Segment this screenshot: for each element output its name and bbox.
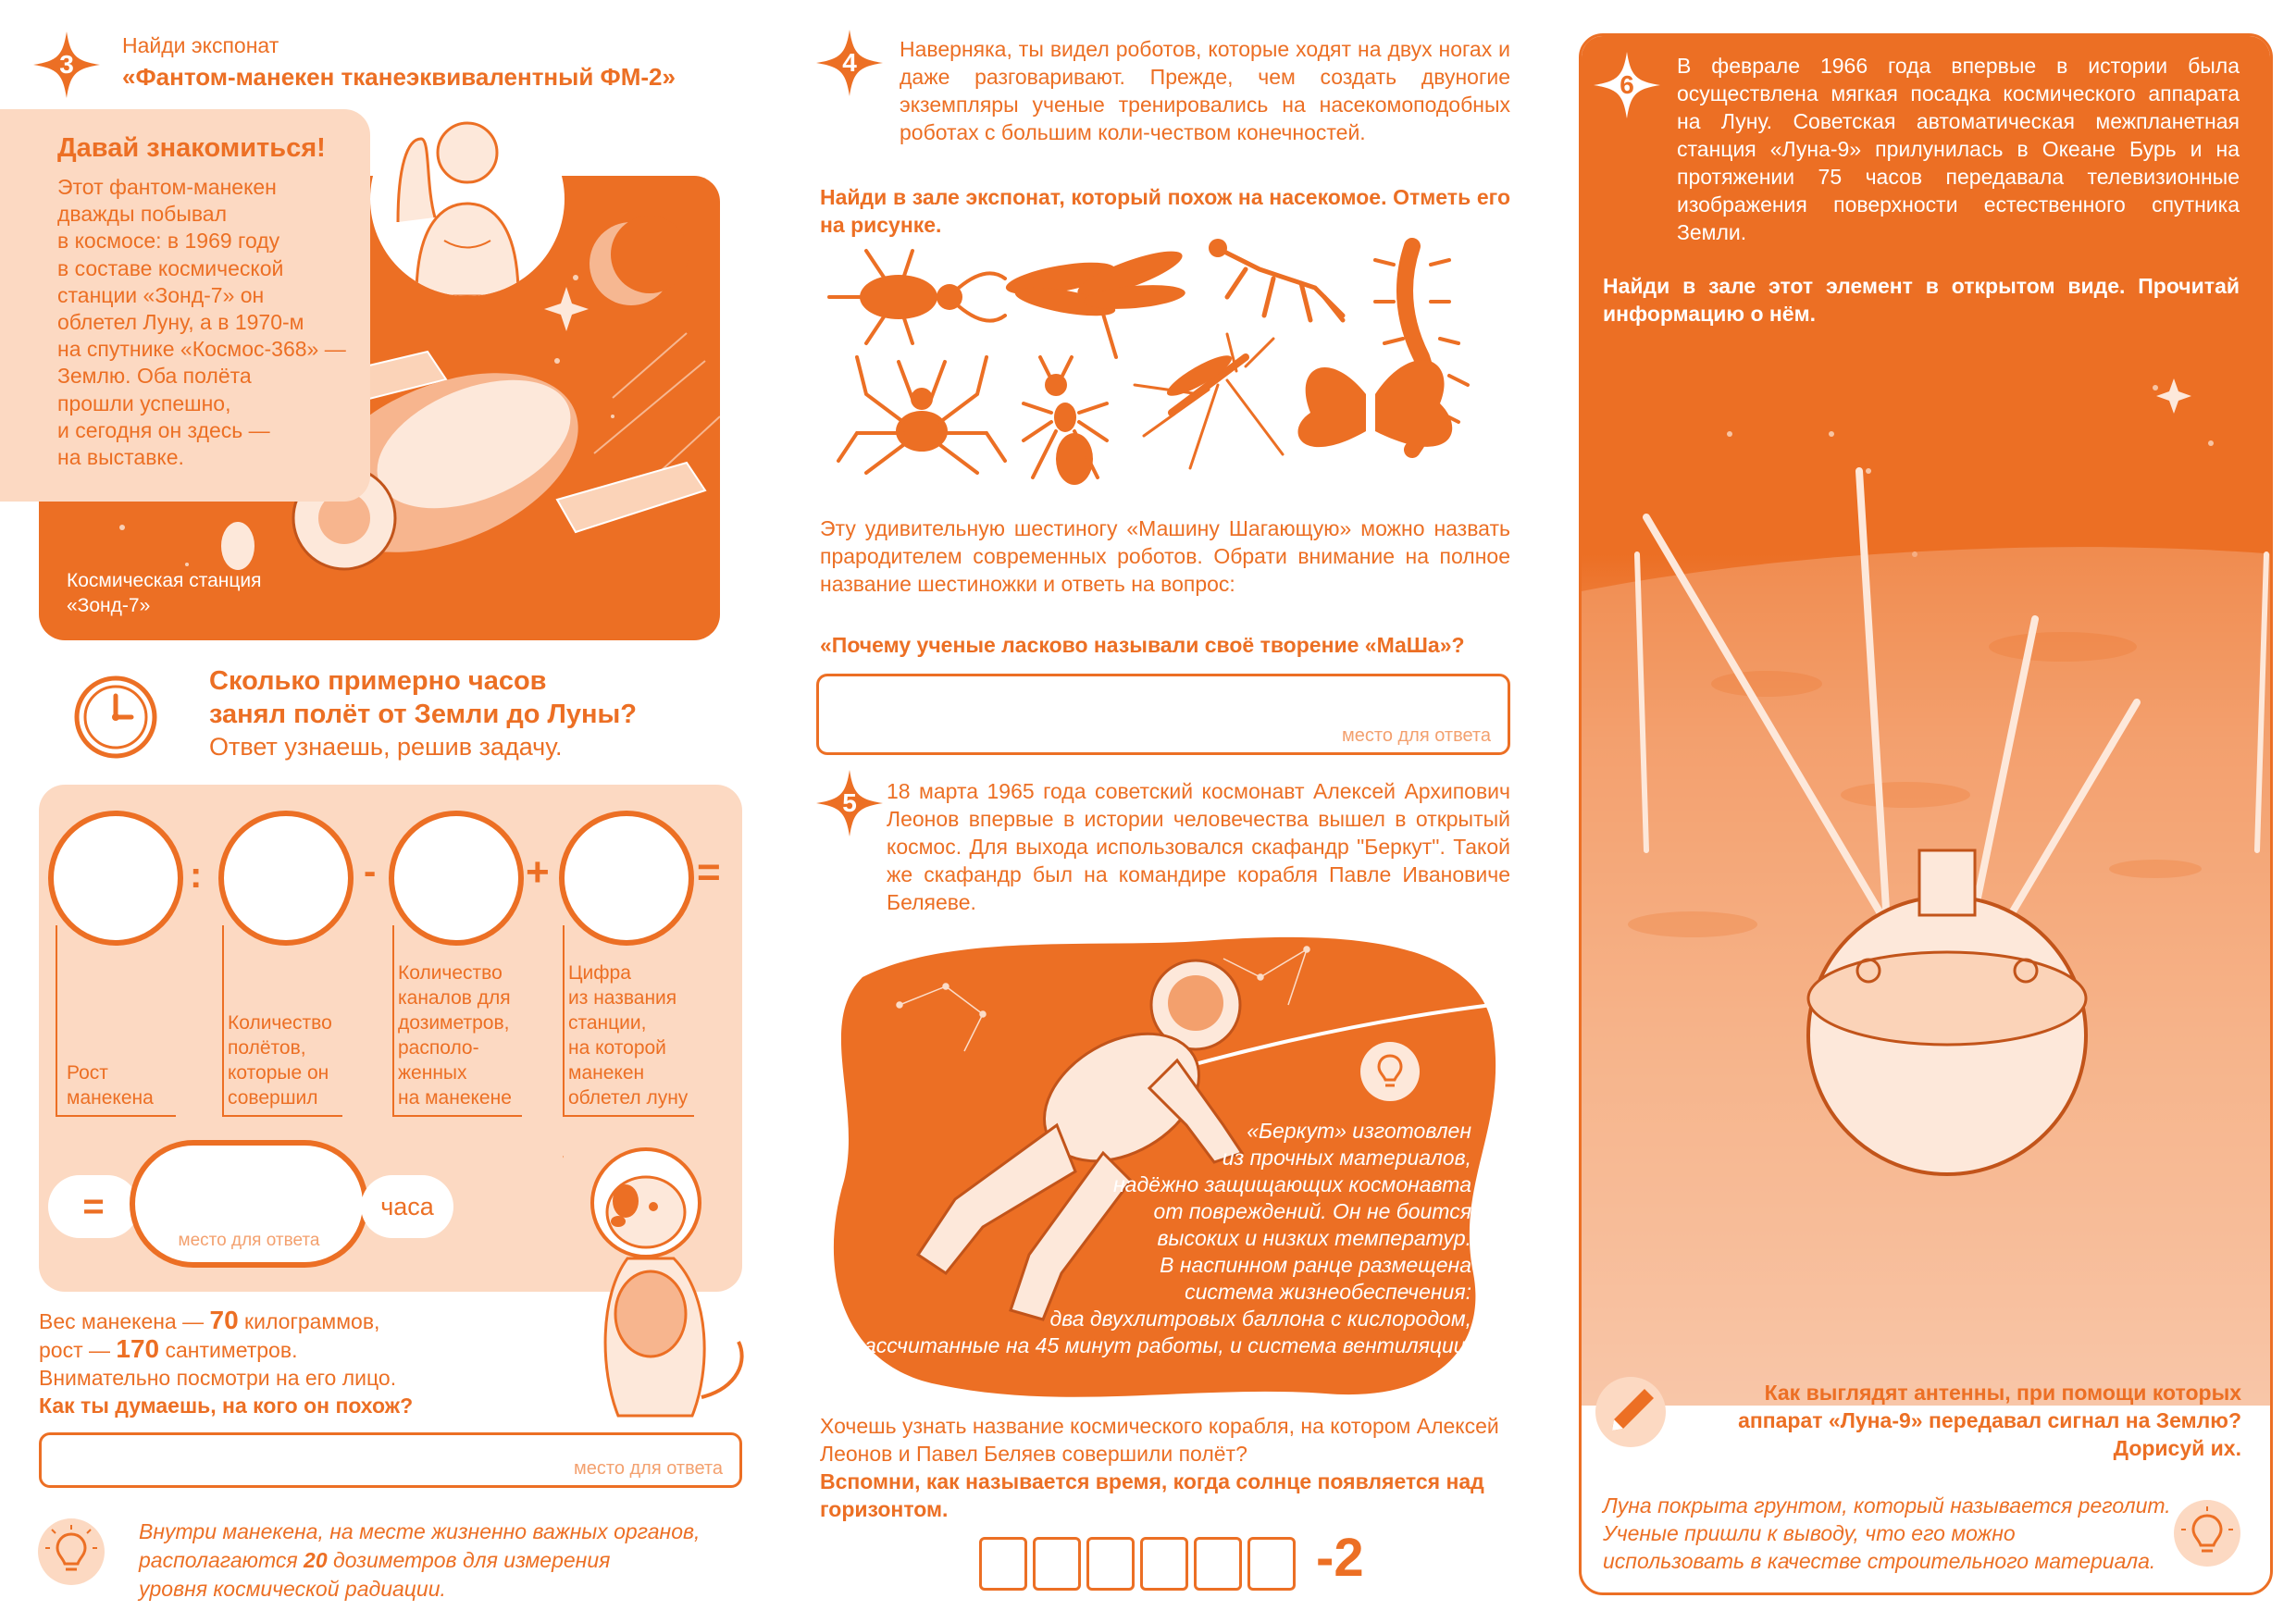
letter-cell-4[interactable] [1140,1537,1188,1591]
station-caption: Космическая станция «Зонд-7» [67,570,262,616]
label-height: Рост манекена [67,1062,154,1109]
letter-cell-3[interactable] [1086,1537,1135,1591]
intro-text: Этот фантом-манекен дважды побывал в космосе: в 1969 году в составе космической станции «Зонд-7» он облетел Луну, а в 1970-м на спутнике «Космос-368» — Землю. Оба полёта прошли успешно, и сегодня он здесь — на выставке. [57,175,346,470]
op-plus: + [526,849,550,895]
insect-icon[interactable] [811,228,1514,487]
section-3-badge: 3 [33,31,100,98]
tip-text: Внутри манекена, на месте жизненно важных органов, располагаются 20 дозиметров для измерения уровня космической радиации. [139,1519,701,1601]
result-answer-field[interactable] [130,1140,368,1268]
section-5-badge: 5 [816,770,883,836]
masha-answer-field[interactable]: место для ответа [816,674,1510,755]
op-divide: : [190,855,203,896]
find-label: Найди экспонат [122,33,279,57]
lightbulb-icon [2173,1499,2241,1572]
s5-intro: 18 марта 1965 года советский космонавт Алексей Архипович Леонов впервые в истории человечества вышел в открытый космос. Для выхода использовался скафандр "Беркут". Такой же скафандр был на командире корабля Павле Ивановиче Беляеве. [887,779,1510,914]
circle-digit[interactable] [559,811,694,946]
mannequin-illustration [370,102,565,296]
circle-channels[interactable] [389,811,524,946]
question-title: Сколько примерно часов занял полёт от Земли до Луны? [209,666,637,729]
dog-illustration [563,1129,757,1443]
letter-cell-5[interactable] [1194,1537,1242,1591]
s6-task: Найди в зале этот элемент в открытом виде. Прочитай информацию о нём. [1603,274,2240,326]
pencil-icon [1594,1375,1668,1454]
label-digit: Цифра из названия станции, на которой манекен облетел луну [568,962,689,1109]
s5-question: Хочешь узнать название космического корабля, на котором Алексей Леонов и Павел Беляев совершили полёт? [820,1414,1499,1466]
op-equals: = [697,849,721,895]
s6-intro: В феврале 1966 года впервые в истории была осуществлена мягкая посадка космического аппарата на Луну. Советская автоматическая межпланетная станция «Луна-9» прилунилась в Океане Бурь и на протяжении 75 часов передавала телевизионные изображения поверхности естественного спутника Земли. [1677,54,2240,244]
s4-question: «Почему ученые ласково называли своё творение «МаШа»? [820,633,1465,657]
weight-text: Вес манекена — 70 килограммов, рост — 170 сантиметров. Внимательно посмотри на его лицо. Как ты думаешь, на кого он похож? [39,1306,414,1418]
result-eq-pill: = [48,1175,139,1238]
question-sub: Ответ узнаешь, решив задачу. [209,733,563,761]
s5-task: Вспомни, как называется время, когда солнце появляется над горизонтом. [820,1469,1484,1521]
clock-icon [72,674,159,765]
result-placeholder: место для ответа [178,1231,320,1250]
label-flights: Количество полётов, которые он совершил [228,1012,332,1109]
intro-title: Давай знакомиться! [57,133,326,163]
section-4-badge: 4 [816,30,883,96]
s4-task: Найди в зале экспонат, который похож на насекомое. Отметь его на рисунке. [820,185,1510,237]
face-answer-field[interactable]: место для ответа [39,1432,742,1488]
section-6-badge: 6 [1594,52,1660,118]
letter-cell-6[interactable] [1247,1537,1296,1591]
lightbulb-icon [37,1518,105,1591]
s4-intro: Наверняка, ты видел роботов, которые ходят на двух ногах и даже разговаривают. Прежде, чем создать двуногие экземпляры ученые тренировались на насекомоподобных роботах с большим коли-чеством конечностей. [900,37,1510,144]
s6-tip: Луна покрыта грунтом, который называется реголит. Ученые пришли к выводу, что его можно использовать в качестве строительного материала. [1603,1493,2171,1573]
circle-flights[interactable] [218,811,354,946]
result-unit-pill: часа [361,1175,453,1238]
letter-cell-2[interactable] [1033,1537,1081,1591]
luna9-panel [1579,33,2273,1595]
exhibit-name: «Фантом-манекен тканеэквивалентный ФМ-2» [122,63,676,91]
label-channels: Количество каналов для дозиметров, располо- женных на манекене [398,962,512,1109]
op-minus: - [364,851,377,892]
circle-height[interactable] [48,811,183,946]
s4-body: Эту удивительную шестиногу «Машину Шагающую» можно назвать прародителем современных роботов. Обрати внимание на полное название шестиножки и ответь на вопрос: [820,516,1510,596]
letter-cell-1[interactable] [979,1537,1027,1591]
berkut-tip: «Беркут» изготовлен из прочных материалов, надёжно защищающих космонавта от повреждений. Он не боится высоких и низких температур. В наспинном ранце размещена система жизнеобеспечения: два двухлитровых баллона с кислородом, рассчитанные на 45 минут работы, и система вентиляции. [852,1119,1471,1357]
s6-question: Как выглядят антенны, при помощи которых аппарат «Луна-9» передавал сигнал на Землю? Дорисуй их. [1738,1381,2241,1460]
cell-suffix: -2 [1316,1528,1364,1588]
